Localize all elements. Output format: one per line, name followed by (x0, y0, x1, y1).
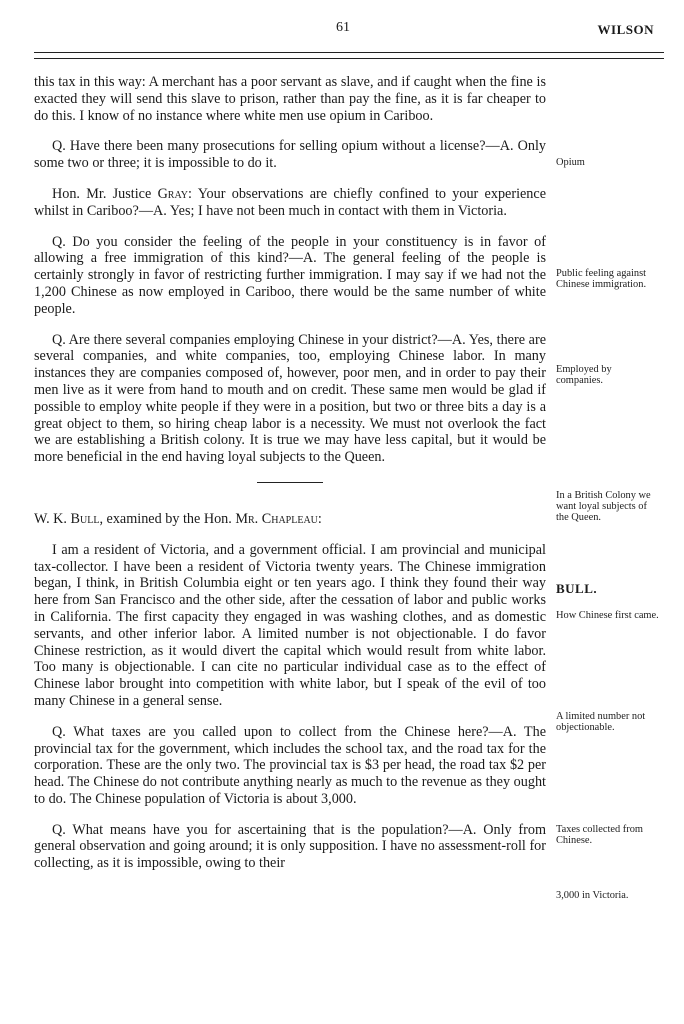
paragraph-continuation: this tax in this way: A merchant has a poor servant as slave, and if caught when the fine is exacted they will send this slave to prison, rather than pay the fine, as it is far cheaper to do this. I know of no instance where white men use opium in Cariboo. (34, 74, 546, 124)
header-rule-top (34, 52, 664, 53)
witness-mid: , examined by the Hon. (99, 510, 236, 527)
page-number: 61 (336, 20, 350, 35)
paragraph-opium-question: Q. Have there been many prosecutions for selling opium without a license?—A. Only some two or three; it is impossible to do it. (34, 138, 546, 172)
examiner-name: Mr. Chapleau (235, 510, 318, 527)
margin-note-public-feeling: Public feeling against Chinese immigration. (556, 268, 647, 290)
speaker-text: : Your observations are chiefly confined to your experience whilst in Cariboo?—A. Yes; I have not been much in contact with them in Victoria. (34, 185, 546, 219)
witness-end: : (317, 510, 322, 527)
paragraph-companies: Q. Are there several companies employing Chinese in your district?—A. Yes, there are several companies, and white companies, too, employing Chinese labor. In many instances they are companies composed of, however, poor men, and in order to pay their men live as it were from hand to mouth and on credit. These same men would be glad if possible to employ white people if they were in a position, but two or three bits a day is a great object to them, so hiring cheap labor is a necessity. We must not overlook the fact we are establishing a British colony. It is true we may have less capital, but it would be more beneficial in the end having loyal subjects to the Queen. (34, 331, 546, 466)
section-separator (257, 482, 323, 483)
margin-note-population: 3,000 in Victoria. (556, 890, 629, 901)
margin-note-opium: Opium (556, 157, 585, 168)
running-head: WILSON (597, 22, 654, 37)
paragraph-bull-testimony: I am a resident of Victoria, and a government official. I am provincial and municipal tax-collector. I have been a resident of Victoria twenty years. The Chinese immigration began, I think, in British Columbia eight or ten years ago. I think they found their way here from San Francisco and the other side, after the cessation of labor and public works in California. The first capacity they engaged in was washing clothes, and as domestic servants, and other inferior labor. A limited number is not objectionable. I do favor Chinese restriction, as it would divert the capital which would result from white labor. Too many is objectionable. I can cite no particular individual case as to the effect of Chinese labor brought into competition with white labor, but I speak of the evil of too many Chinese in a general sense. (34, 541, 546, 709)
speaker-name: Gray (157, 185, 189, 202)
witness-margin-label: BULL. (556, 581, 598, 596)
paragraph-public-feeling: Q. Do you consider the feeling of the people in your constituency is in favor of allowing a free immigration of this kind?—A. The general feeling of the people is certainly strongly in favor of restricting further immigration. I may say if we had not the 1,200 Chinese as now employed in Cariboo, there would be the same number of white people. (34, 233, 546, 317)
margin-note-employed: Employed by companies. (556, 364, 612, 386)
margin-note-taxes: Taxes collected from Chinese. (556, 824, 643, 846)
margin-note-how-came: How Chinese first came. (556, 610, 659, 621)
speaker-prefix: Hon. Mr. Justice (52, 185, 158, 202)
header-rule-bottom (34, 58, 664, 59)
paragraph-justice-gray (34, 186, 546, 220)
paragraph-population: Q. What means have you for ascertaining that is the population?—A. Only from general observation and going around; it is only supposition. I have no assessment-roll for collecting, as it is impossible, owing to their (34, 821, 546, 872)
witness-heading (34, 511, 546, 528)
main-text-column (34, 74, 546, 886)
witness-name: W. K. Bull (34, 510, 100, 527)
paragraph-taxes: Q. What taxes are you called upon to collect from the Chinese here?—A. The provincial tax for the government, which includes the school tax, and the road tax for the corporation. These are the only two. The provincial tax is $3 per head, the road tax $2 per head. The Chinese do not contribute anything nearly as much to the revenue as they ought to do. The Chinese population of Victoria is about 3,000. (34, 723, 546, 807)
margin-note-limited: A limited number not objectionable. (556, 711, 646, 733)
margin-note-british-colony: In a British Colony we want loyal subjects of the Queen. (556, 490, 651, 523)
